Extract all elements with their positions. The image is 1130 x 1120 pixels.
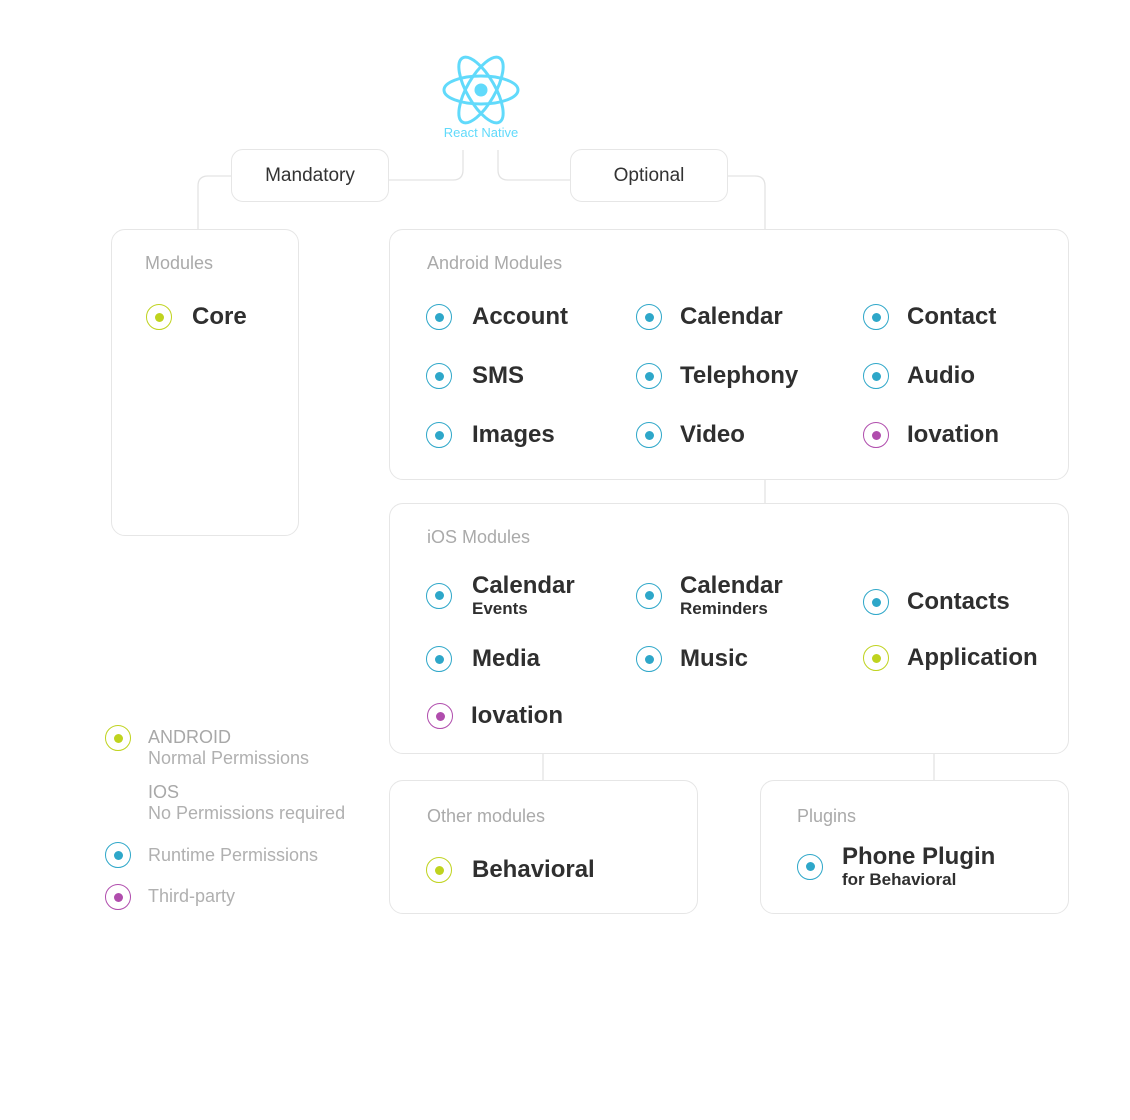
ios-item-calendar-events: Calendar Events bbox=[426, 574, 575, 617]
blue-marker-icon bbox=[426, 363, 452, 389]
logo-caption: React Native bbox=[443, 125, 519, 140]
legend-blue-text: Runtime Permissions bbox=[148, 845, 319, 865]
green-marker-icon bbox=[426, 857, 452, 883]
purple-marker-icon bbox=[863, 422, 889, 448]
android-item-audio: Audio bbox=[863, 362, 975, 390]
other-item-behavioral: Behavioral bbox=[426, 856, 595, 884]
legend bbox=[105, 725, 375, 915]
connector-optional-android bbox=[727, 176, 765, 230]
blue-marker-icon bbox=[636, 363, 662, 389]
ios-item-music: Music bbox=[636, 645, 748, 673]
android-modules-title: Android Modules bbox=[427, 253, 563, 273]
ios-item-contacts: Contacts bbox=[863, 588, 1010, 616]
green-marker-icon bbox=[863, 645, 889, 671]
ios-item-application: Application bbox=[863, 644, 1038, 672]
android-item-images: Images bbox=[426, 421, 555, 449]
mandatory-pill bbox=[231, 149, 389, 202]
blue-marker-icon bbox=[426, 583, 452, 609]
blue-marker-icon bbox=[863, 304, 889, 330]
purple-marker-icon bbox=[427, 703, 453, 729]
connector-logo-mandatory bbox=[389, 150, 463, 180]
ios-item-calendar-reminders: Calendar Reminders bbox=[636, 574, 783, 617]
modules-box bbox=[111, 229, 299, 536]
react-native-logo bbox=[440, 50, 522, 150]
legend-purple-marker-icon bbox=[105, 884, 131, 910]
module-core: Core bbox=[146, 303, 247, 331]
other-modules-title: Other modules bbox=[427, 806, 546, 826]
blue-marker-icon bbox=[636, 646, 662, 672]
green-marker-icon bbox=[146, 304, 172, 330]
blue-marker-icon bbox=[636, 422, 662, 448]
blue-marker-icon bbox=[863, 589, 889, 615]
mandatory-label: Mandatory bbox=[265, 164, 355, 186]
blue-marker-icon bbox=[636, 304, 662, 330]
blue-marker-icon bbox=[797, 854, 823, 880]
legend-green-text: ANDROID Normal Permissions IOS No Permissions required bbox=[148, 727, 346, 823]
blue-marker-icon bbox=[426, 646, 452, 672]
android-item-contact: Contact bbox=[863, 303, 996, 331]
android-item-calendar: Calendar bbox=[636, 303, 783, 331]
connector-logo-optional bbox=[498, 150, 571, 180]
legend-blue-marker-icon bbox=[105, 842, 131, 868]
android-item-account: Account bbox=[426, 303, 568, 331]
blue-marker-icon bbox=[636, 583, 662, 609]
modules-title: Modules bbox=[145, 253, 214, 273]
blue-marker-icon bbox=[426, 422, 452, 448]
android-item-sms: SMS bbox=[426, 362, 524, 390]
plugins-title: Plugins bbox=[797, 806, 857, 826]
ios-modules-title: iOS Modules bbox=[427, 527, 531, 547]
connector-mandatory-modules bbox=[198, 176, 232, 230]
legend-purple-text: Third-party bbox=[148, 886, 236, 906]
react-atom-icon bbox=[440, 50, 522, 130]
android-item-telephony: Telephony bbox=[636, 362, 798, 390]
android-item-iovation: Iovation bbox=[863, 421, 999, 449]
legend-green-marker-icon bbox=[105, 725, 131, 751]
android-item-video: Video bbox=[636, 421, 745, 449]
optional-pill bbox=[570, 149, 728, 202]
optional-label: Optional bbox=[613, 164, 685, 186]
blue-marker-icon bbox=[863, 363, 889, 389]
ios-item-media: Media bbox=[426, 645, 540, 673]
plugin-item-phone-plugin: Phone Plugin for Behavioral bbox=[797, 845, 995, 888]
other-modules-box bbox=[389, 780, 698, 914]
ios-item-iovation: Iovation bbox=[427, 702, 563, 730]
blue-marker-icon bbox=[426, 304, 452, 330]
